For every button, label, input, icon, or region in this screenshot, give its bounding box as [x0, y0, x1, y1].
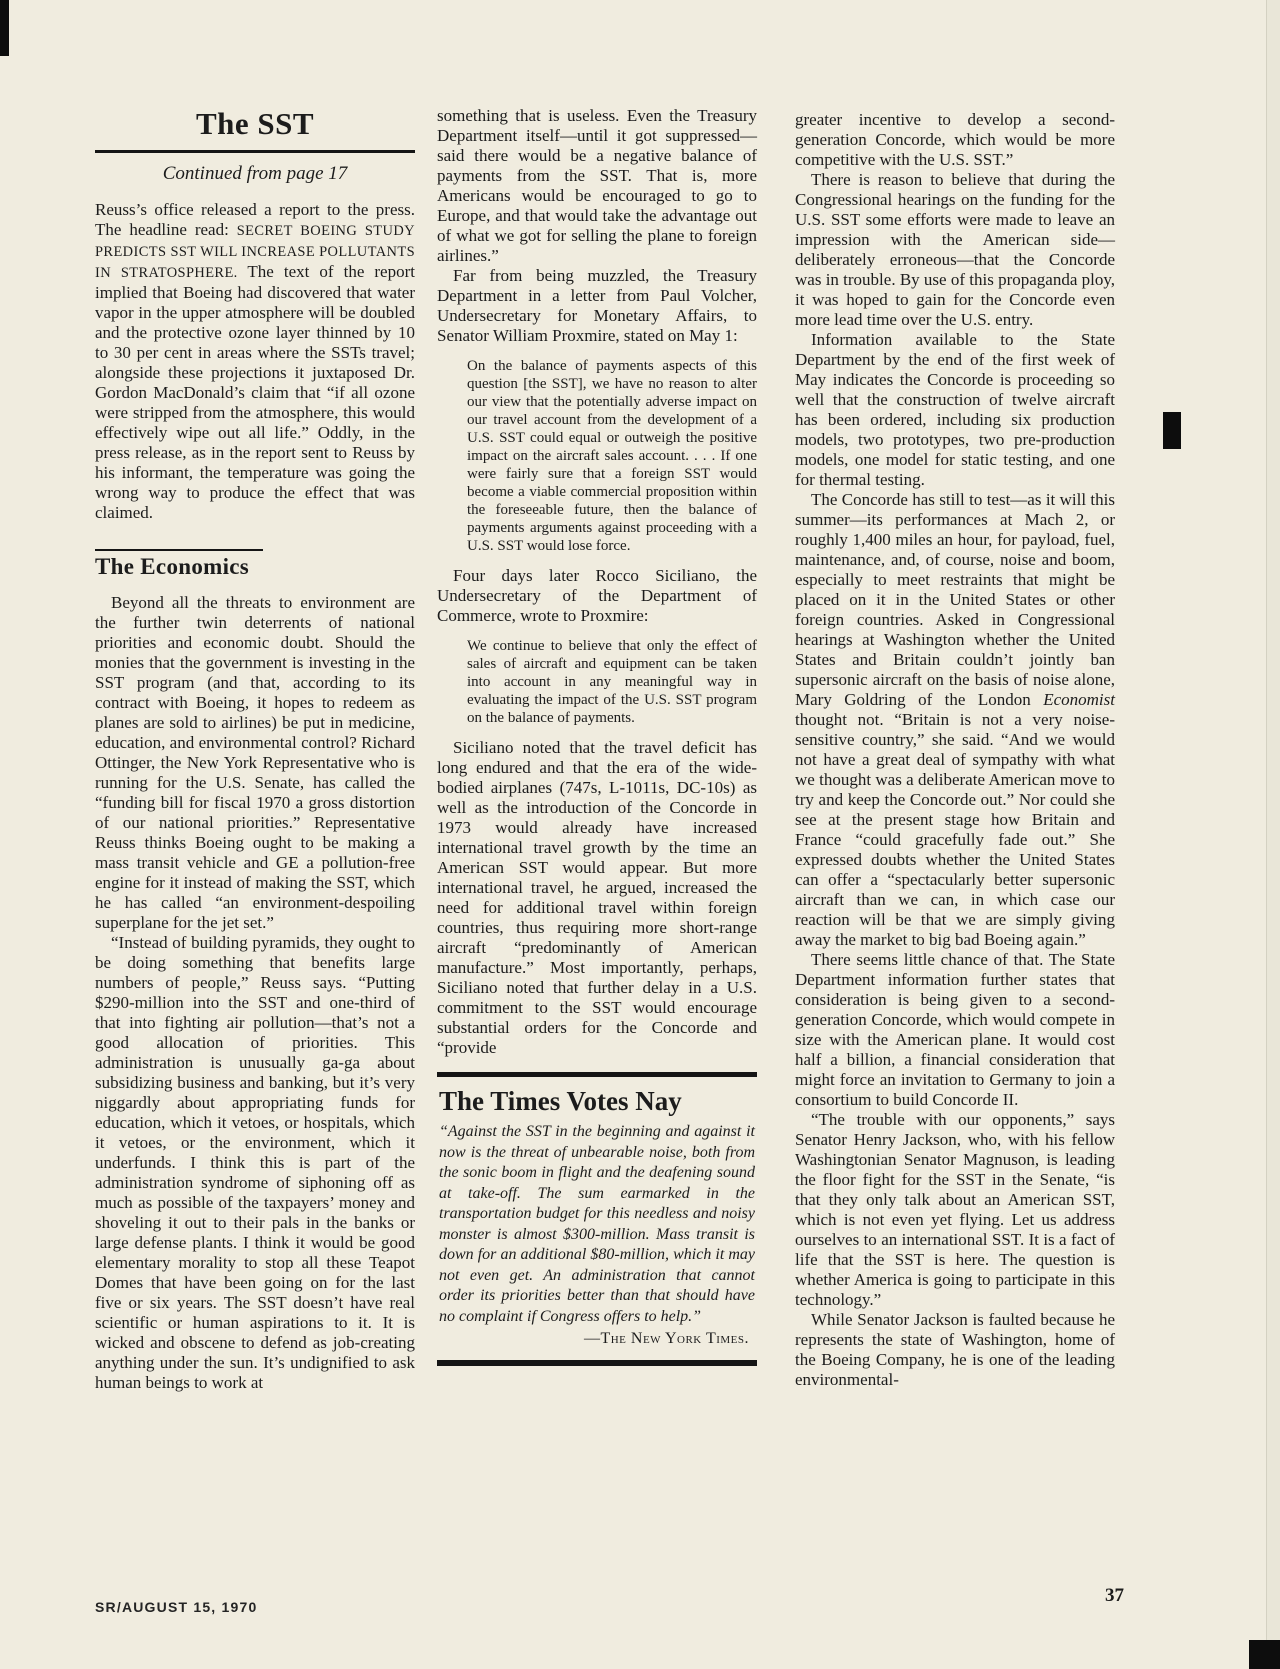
- letter-excerpt: We continue to believe that only the effect of sales of aircraft and equipment can be taken into account in any meaningful way in evaluating the impact of the U.S. SST program on the balance of payments.: [467, 638, 757, 726]
- issue-footer: SR/AUGUST 15, 1970: [95, 1599, 258, 1615]
- body-paragraph: “Instead of building pyramids, they ought to be doing something that benefits large numbers of people,” Reuss says. “Putting $290-million into the SST and one-third of that into fighting air pollution—that’s not a good allocation of priorities. This administration is unusually ga-ga about subsidizing business and banking, but it’s very niggardly about appropriating funds for education, which it vetoes, or hospitals, which it vetoes, or the environment, which it underfunds. I think this is part of the administration syndrome of siphoning off as much as possible of the taxpayers’ money and shoveling it out to their pals in the banks or large defense plants. I think it would be good elementary morality to stop all these Teapot Domes that have been going on for the last five or six years. The SST doesn’t have real scientific or human aspirations to it. It is wicked and obscene to defend as job-creating anything under the sun. It’s undignified to ask human beings to work at: [95, 933, 415, 1393]
- body-paragraph: Beyond all the threats to environment are the further twin deterrents of national priorities and economic doubt. Should the monies that the government is investing in the SST program (and that, according to its contract with Boeing, it hopes to redeem as planes are sold to airlines) be put in medicine, education, and environmental control? Richard Ottinger, the New York Representative who is running for the U.S. Senate, has called the “funding bill for fiscal 1970 a gross distortion of our national priorities.” Representative Reuss thinks Boeing ought to be making a mass transit vehicle and GE a pollution-free engine for it instead of making the SST, which he has called “an environment-despoiling superplane for the jet set.”: [95, 593, 415, 933]
- body-paragraph: [795, 490, 1115, 950]
- body-paragraph: “The trouble with our opponents,” says Senator Henry Jackson, who, with his fellow Washingtonian Senator Magnuson, is leading the floor fight for the SST in the Senate, “is that they only talk about an American SST, which is not even yet flying. Let us address ourselves to an international SST. It is a fact of life that the SST is here. The question is whether America is going to participate in this technology.”: [795, 1110, 1115, 1309]
- headline-smallcaps-run: SECRET BOEING STUDY PREDICTS SST WILL INCREASE POLLUTANTS IN STRATOSPHERE.: [95, 223, 415, 282]
- italic-run: Economist: [1043, 690, 1115, 709]
- text-run: Reuss’s office released a report to the press. The headline read:: [95, 200, 415, 240]
- sidebar-title: The Times Votes Nay: [439, 1086, 682, 1116]
- column-2: [437, 106, 757, 1366]
- title-rule: [95, 150, 415, 153]
- body-paragraph: Siciliano noted that the travel deficit has long endured and that the era of the wide-bodied airplanes (747s, L-1011s, DC-10s) as well as the introduction of the Concorde in 1973 would already have increased international travel growth by the time an American SST would appear. But more international travel, he argued, increased the need for additional travel within foreign countries, thus requiring more short-range aircraft “predominantly of American manufacture.” Most importantly, perhaps, Siciliano noted that further delay in a U.S. commitment to the SST would encourage substantial orders for the Concorde and “provide: [437, 738, 757, 1057]
- sidebar-body: “Against the SST in the beginning and against it now is the threat of unbearable noise, both from the sonic boom in flight and the deafening sound at take-off. The sum earmarked in the transportation budget for this needless and noisy monster is almost $300-million. Mass transit is down for an additional $80-million, which it may not even get. An administration that cannot order its priorities better than that should have no complaint if Congress offers to help.”: [439, 1123, 755, 1325]
- scan-mark-right-edge: [1163, 412, 1181, 449]
- letter-excerpt: On the balance of payments aspects of this question [the SST], we have no reason to alter our view that the potentially adverse impact on our travel account from the development of a U.S. SST could equal or outweigh the positive impact on the aircraft sales account. . . . If one were fairly sure that a foreign SST would become a viable commercial proposition within the foreseeable future, then the balance of payments arguments against proceeding with a U.S. SST would lose force.: [467, 358, 757, 554]
- body-paragraph: [95, 200, 415, 523]
- text-run: The Concorde has still to test—as it will this summer—its performances at Mach 2, or roughly 1,400 miles an hour, for payload, fuel, maintenance, and, of course, noise and boom, especially to meet restraints that might be placed on it in the United States or other foreign countries. Asked in Congressional hearings at Washington whether the United States and Britain couldn’t jointly ban supersonic aircraft on the basis of noise alone, Mary Goldring of the London: [795, 490, 1115, 709]
- body-paragraph: Far from being muzzled, the Treasury Department in a letter from Paul Volcher, Undersecretary for Monetary Affairs, to Senator William Proxmire, stated on May 1:: [437, 266, 757, 345]
- body-paragraph: While Senator Jackson is faulted because he represents the state of Washington, home of the Boeing Company, he is one of the leading environmental-: [795, 1310, 1115, 1389]
- body-paragraph: There seems little chance of that. The State Department information further states that consideration is being given to a second-generation Concorde, which would compete in size with the American plane. It would cost half a billion, a financial consideration that might force an invitation to Germany to join a consortium to build Concorde II.: [795, 950, 1115, 1109]
- section-heading-block: [95, 549, 415, 580]
- body-paragraph: greater incentive to develop a second-generation Concorde, which would be more competitive with the U.S. SST.”: [795, 110, 1115, 169]
- text-run: The text of the report implied that Boeing had discovered that water vapor in the upper atmosphere will be doubled and the protective ozone layer thinned by 10 to 30 per cent in areas where the SSTs travel; alongside these projections it juxtaposed Dr. Gordon MacDonald’s claim that “if all ozone were stripped from the atmosphere, this would effectively wipe out all life.” Oddly, in the press release, as in the report sent to Reuss by his informant, the temperature was going the wrong way to produce the effect that was claimed.: [95, 262, 415, 523]
- continued-from-note: Continued from page 17: [162, 163, 348, 185]
- scan-mark-top-left: [0, 0, 9, 56]
- column-3: [795, 110, 1115, 1390]
- body-paragraph: There is reason to believe that during the Congressional hearings on the funding for the U.S. SST some efforts were made to leave an impression with the American side—deliberately erroneous—that the Concorde was in trouble. By use of this propaganda ploy, it was hoped to gain for the Concorde even more lead time over the U.S. entry.: [795, 170, 1115, 329]
- section-heading: The Economics: [95, 554, 250, 580]
- body-paragraph: Information available to the State Department by the end of the first week of May indicates the Concorde is proceeding so well that the construction of twelve aircraft has been ordered, including six production models, two prototypes, two pre-production models, one model for static testing, and one for thermal testing.: [795, 330, 1115, 489]
- scan-page-edge: [1266, 0, 1280, 1669]
- text-run: thought not. “Britain is not a very noise-sensitive country,” she said. “And we would not have a great deal of sympathy with what we thought was a deliberate American move to try and keep the Concorde out.” Nor could she see at the present stage how Britain and France “could gracefully fade out.” She expressed doubts whether the United States can offer a “spectacularly better supersonic aircraft than we can, in which case our reaction will be that we are simply giving away the market to big bad Boeing again.”: [795, 710, 1115, 949]
- scan-mark-bottom-right: [1249, 1640, 1280, 1669]
- body-paragraph: something that is useless. Even the Treasury Department itself—until it got suppressed—said there would be a negative balance of payments from the SST. That is, more Americans would be encouraged to go to Europe, and that would take the advantage out of what we got for selling the plane to foreign airlines.”: [437, 106, 757, 265]
- page-number: 37: [1105, 1585, 1124, 1606]
- sidebar-attribution: —The New York Times.: [583, 1330, 749, 1347]
- column-1: [95, 95, 415, 1393]
- body-paragraph: Four days later Rocco Siciliano, the Undersecretary of the Department of Commerce, wrote to Proxmire:: [437, 566, 757, 625]
- times-votes-nay-box: [437, 1072, 757, 1366]
- article-title: The SST: [195, 106, 315, 141]
- section-rule: [95, 549, 263, 551]
